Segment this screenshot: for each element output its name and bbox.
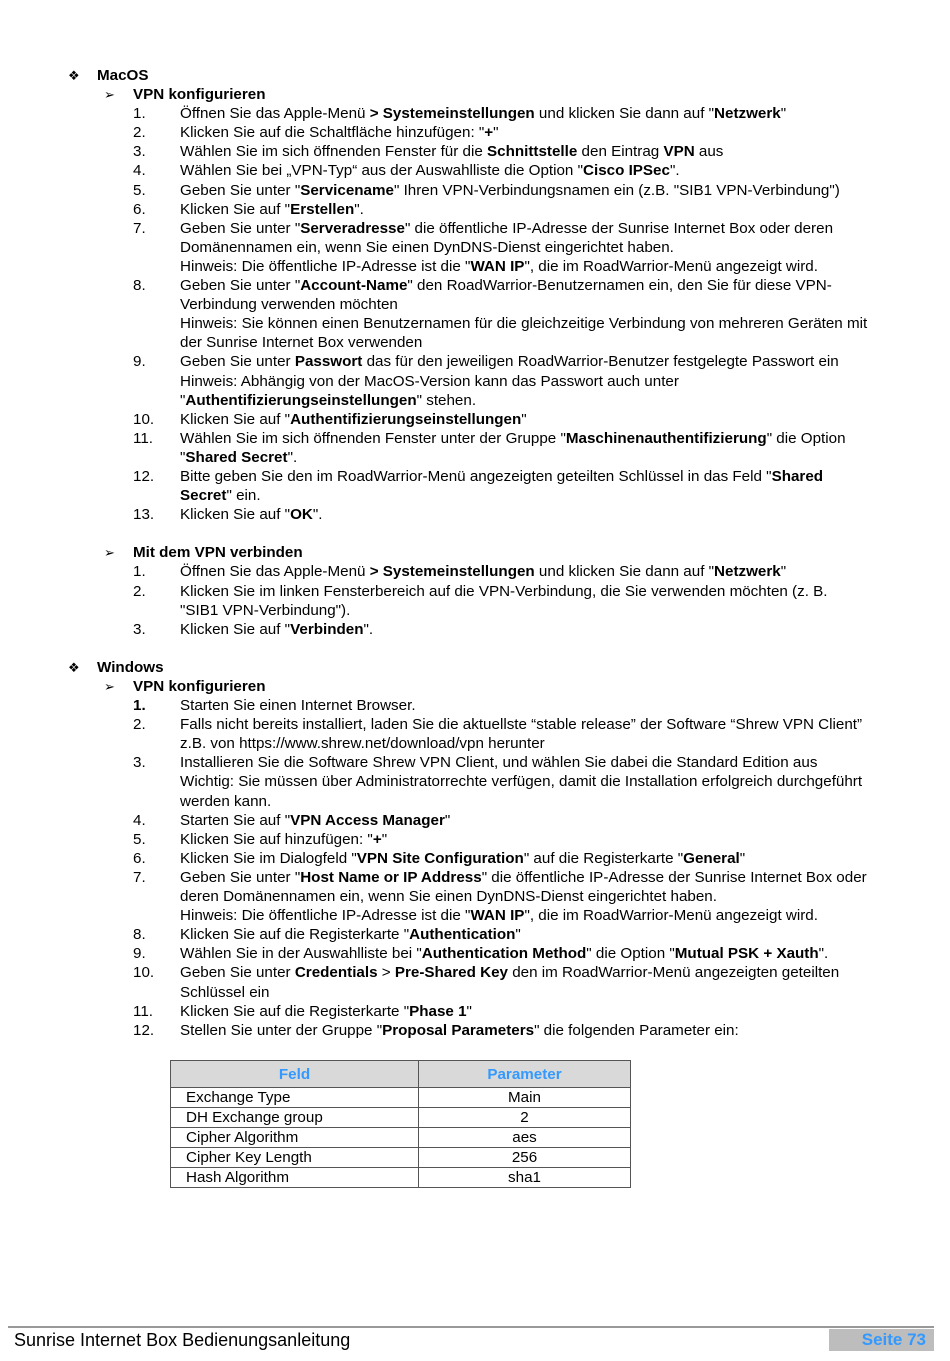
step-continuation: Verbindung verwenden möchten [180,296,398,314]
bold-term: Phase 1 [409,1002,467,1020]
step-number: 6. [133,200,146,218]
bold-term: Mutual PSK + Xauth [674,945,819,963]
arrow-bullet-icon: ➢ [104,87,115,103]
text-line [0,1002,950,1021]
step-continuation: Hinweis: Sie können einen Benutzernamen für die gleichzeitige Verbindung von mehreren Geräten mit [180,315,868,333]
text-line [0,448,950,467]
bold-term: Passwort [294,353,363,371]
section-heading: Windows [97,658,164,676]
bold-term: Shared [771,467,824,485]
step-continuation: Secret" ein. [180,487,261,505]
bold-term: Shared Secret [185,448,288,466]
step-text: Bitte geben Sie den im RoadWarrior-Menü angezeigten geteilten Schlüssel in das Feld "Shared [180,467,824,485]
step-number: 6. [133,849,146,867]
step-continuation: Wichtig: Sie müssen über Administratorrechte verfügen, damit die Installation erfolgreich durchgeführt [180,773,863,791]
step-text: Klicken Sie auf "Verbinden". [180,620,374,638]
bold-term: Maschinenauthentifizierung [565,429,767,447]
table-header-row [171,1061,631,1088]
subsection-heading: Mit dem VPN verbinden [133,544,303,562]
step-number: 11. [133,1002,153,1020]
proposal-parameters-table [170,1060,631,1188]
table-cell-field: Exchange Type [171,1088,419,1108]
text-line [0,601,950,620]
step-number: 2. [133,582,146,600]
text-line [0,792,950,811]
text-line [0,505,950,524]
text-line [0,983,950,1002]
text-line [0,352,950,371]
bold-term: VPN [663,143,695,161]
text-line [0,562,950,581]
bold-term: Authentifizierungseinstellungen [290,410,522,428]
step-text: Falls nicht bereits installiert, laden Sie die aktuellste “stable release” der Software “Shrew VPN Client” [180,716,863,734]
step-text: Öffnen Sie das Apple-Menü > Systemeinstellungen und klicken Sie dann auf "Netzwerk" [180,563,787,581]
bold-term: Authentication Method [421,945,587,963]
text-line [0,123,950,142]
step-number: 7. [133,219,146,237]
section-heading: MacOS [97,67,149,84]
bold-term: Netzwerk [714,105,781,123]
table-cell-field: DH Exchange group [171,1108,419,1128]
text-line [0,582,950,601]
table-row [171,1148,631,1168]
table-cell-value: 256 [419,1148,631,1168]
bold-term: Secret [180,487,227,505]
text-line [0,811,950,830]
text-line [0,85,950,104]
step-number: 1. [133,563,146,581]
bold-term: Authentication [409,926,516,944]
step-number: 9. [133,945,146,963]
step-number: 3. [133,754,146,772]
bold-term: Verbinden [290,620,364,638]
text-line [0,925,950,944]
step-continuation: der Sunrise Internet Box verwenden [180,334,423,352]
arrow-bullet-icon: ➢ [104,545,115,561]
step-text: Klicken Sie im linken Fensterbereich auf die VPN-Verbindung, die Sie verwenden möchten (z. B. [180,582,828,600]
step-text: Starten Sie einen Internet Browser. [180,697,416,715]
bold-term: Servicename [300,181,394,199]
text-line [0,543,950,562]
table-cell-value: Main [419,1088,631,1108]
subsection-heading: VPN konfigurieren [133,678,266,695]
bold-term: Host Name or IP Address [300,868,482,886]
text-line [0,887,950,906]
step-text: Klicken Sie auf "Erstellen". [180,200,364,218]
bold-term: Cisco IPSec [583,162,670,180]
step-number: 13. [133,506,155,524]
text-line [0,142,950,161]
table-row [171,1108,631,1128]
step-continuation: werden kann. [180,792,272,810]
table-cell-value: 2 [419,1108,631,1128]
step-number: 4. [133,811,146,829]
step-continuation: Hinweis: Abhängig von der MacOS-Version kann das Passwort auch unter [180,372,679,390]
bold-term: Pre-Shared Key [394,964,508,982]
text-line [0,944,950,963]
blank-line [0,524,950,543]
diamond-bullet-icon: ❖ [68,659,80,675]
text-line [0,753,950,772]
blank-line [0,639,950,658]
step-text: Wählen Sie im sich öffnenden Fenster unter der Gruppe "Maschinenauthentifizierung" die Option [180,429,846,447]
step-text: Installieren Sie die Software Shrew VPN Client, und wählen Sie dabei die Standard Edition aus [180,754,818,772]
text-line [0,868,950,887]
text-line [0,696,950,715]
step-number: 7. [133,868,146,886]
step-number: 9. [133,353,146,371]
text-line [0,104,950,123]
bold-term: Serveradresse [300,219,405,237]
step-continuation: Domänennamen ein, wenn Sie einen DynDNS-Dienst eingerichtet haben. [180,238,674,256]
footer-document-title: Sunrise Internet Box Bedienungsanleitung [14,1330,351,1350]
text-line [0,906,950,925]
text-line [0,715,950,734]
step-text: Klicken Sie auf die Registerkarte "Authentication" [180,926,521,944]
diamond-bullet-icon: ❖ [68,68,80,83]
bold-term: Credentials [294,964,378,982]
step-number: 2. [133,716,146,734]
table-row [171,1088,631,1108]
table-cell-value: sha1 [419,1168,631,1188]
bold-term: Netzwerk [714,563,781,581]
step-text: Geben Sie unter "Servicename" Ihren VPN-Verbindungsnamen ein (z.B. "SIB1 VPN-Verbindung") [180,181,840,199]
bold-term: General [683,849,740,867]
step-text: Wählen Sie in der Auswahlliste bei "Authentication Method" die Option "Mutual PSK + Xauth". [180,945,829,963]
text-line [0,486,950,505]
bold-term: Proposal Parameters [382,1021,535,1039]
step-number: 5. [133,830,146,848]
bold-term: > Systemeinstellungen [369,105,535,123]
step-text: Geben Sie unter "Host Name or IP Address" die öffentliche IP-Adresse der Sunrise Internet Box oder [180,868,867,886]
text-line [0,658,950,677]
bold-term: + [372,830,382,848]
step-text: Wählen Sie bei „VPN-Typ“ aus der Auswahlliste die Option "Cisco IPSec". [180,162,680,180]
step-number: 8. [133,926,146,944]
step-number: 12. [133,1021,155,1039]
step-number: 3. [133,143,146,161]
text-line [0,1021,950,1040]
text-line [0,66,950,85]
bold-term: WAN IP [470,907,525,925]
text-line [0,467,950,486]
step-continuation: "SIB1 VPN-Verbindung"). [180,601,351,619]
text-line [0,391,950,410]
step-text: Klicken Sie auf die Registerkarte "Phase 1" [180,1002,472,1020]
step-text: Starten Sie auf "VPN Access Manager" [180,811,451,829]
step-text: Geben Sie unter "Account-Name" den RoadWarrior-Benutzernamen ein, den Sie für diese VPN- [180,277,832,295]
step-text: Klicken Sie auf die Schaltfläche hinzufügen: "+" [180,124,499,142]
bold-term: VPN Access Manager [290,811,445,829]
step-text: Stellen Sie unter der Gruppe "Proposal Parameters" die folgenden Parameter ein: [180,1021,739,1039]
step-text: Klicken Sie auf "OK". [180,506,323,524]
bold-term: WAN IP [470,257,525,275]
text-line [0,372,950,391]
text-line [0,429,950,448]
table-cell-field: Cipher Key Length [171,1148,419,1168]
table-cell-field: Hash Algorithm [171,1168,419,1188]
step-number: 10. [133,410,155,428]
arrow-bullet-icon: ➢ [104,679,115,694]
step-continuation: deren Domänennamen ein, wenn Sie einen DynDNS-Dienst eingerichtet haben. [180,888,717,906]
footer-page-number: Seite 73 [829,1329,934,1351]
bold-term: + [484,124,494,142]
step-text: Geben Sie unter Passwort das für den jeweiligen RoadWarrior-Benutzer festgelegte Passwort ein [180,353,839,371]
step-continuation: z.B. von https://www.shrew.net/download/vpn herunter [180,735,545,753]
text-line [0,734,950,753]
table-row [171,1128,631,1148]
step-number: 1. [133,697,146,715]
bold-term: > Systemeinstellungen [369,563,535,581]
text-line [0,276,950,295]
step-text: Öffnen Sie das Apple-Menü > Systemeinstellungen und klicken Sie dann auf "Netzwerk" [180,105,787,123]
bold-term: Schnittstelle [487,143,578,161]
step-continuation: "Authentifizierungseinstellungen" stehen. [180,391,477,409]
text-line [0,849,950,868]
step-number: 1. [133,105,146,123]
table-row [171,1168,631,1188]
bold-term: Erstellen [290,200,355,218]
text-line [0,963,950,982]
table-cell-field: Cipher Algorithm [171,1128,419,1148]
step-number: 12. [133,467,155,485]
table-header-feld: Feld [171,1061,419,1088]
step-number: 11. [133,429,153,447]
text-line [0,161,950,180]
step-number: 2. [133,124,146,142]
step-number: 3. [133,620,146,638]
step-text: Wählen Sie im sich öffnenden Fenster für die Schnittstelle den Eintrag VPN aus [180,143,724,161]
text-line [0,772,950,791]
step-text: Geben Sie unter Credentials > Pre-Shared Key den im RoadWarrior-Menü angezeigten geteilten [180,964,840,982]
text-line [0,181,950,200]
bold-term: Authentifizierungseinstellungen [185,391,417,409]
step-text: Klicken Sie auf "Authentifizierungseinstellungen" [180,410,527,428]
step-continuation: Hinweis: Die öffentliche IP-Adresse ist die "WAN IP", die im RoadWarrior-Menü angezeigt wird. [180,257,818,275]
text-line [0,238,950,257]
text-line [0,219,950,238]
table-header-parameter: Parameter [419,1061,631,1088]
step-continuation: Hinweis: Die öffentliche IP-Adresse ist die "WAN IP", die im RoadWarrior-Menü angezeigt wird. [180,907,818,925]
step-number: 4. [133,162,146,180]
text-line [0,410,950,429]
step-text: Geben Sie unter "Serveradresse" die öffentliche IP-Adresse der Sunrise Internet Box oder deren [180,219,834,237]
step-number: 8. [133,277,146,295]
text-line [0,200,950,219]
text-line [0,333,950,352]
text-line [0,295,950,314]
bold-term: Account-Name [300,277,408,295]
table-cell-value: aes [419,1128,631,1148]
text-line [0,257,950,276]
bold-term: VPN Site Configuration [356,849,524,867]
step-text: Klicken Sie auf hinzufügen: "+" [180,830,388,848]
text-line [0,830,950,849]
text-line [0,677,950,696]
step-number: 5. [133,181,146,199]
document-body [0,66,950,1040]
subsection-heading: VPN konfigurieren [133,86,266,104]
text-line [0,620,950,639]
step-continuation: "Shared Secret". [180,448,298,466]
text-line [0,314,950,333]
bold-term: OK [290,506,313,524]
step-continuation: Schlüssel ein [180,983,270,1001]
step-text: Klicken Sie im Dialogfeld "VPN Site Configuration" auf die Registerkarte "General" [180,849,746,867]
step-number: 10. [133,964,155,982]
footer-divider [8,1326,934,1328]
